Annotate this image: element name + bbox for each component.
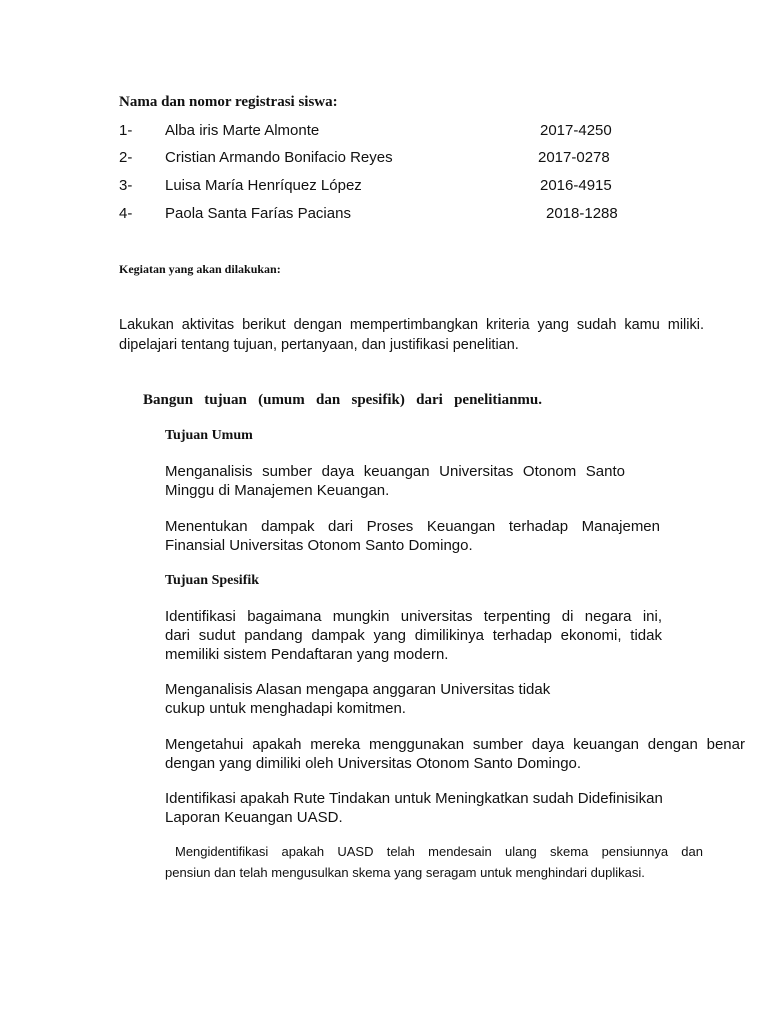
student-number: 1-: [119, 122, 133, 139]
paragraph-line: Menganalisis sumber daya keuangan Universitas Otonom Santo: [165, 463, 625, 480]
paragraph-line: Menganalisis Alasan mengapa anggaran Universitas tidak: [165, 681, 551, 698]
students-heading: Nama dan nomor registrasi siswa:: [119, 94, 338, 110]
student-registration: 2017-0278: [538, 149, 610, 166]
paragraph-line: Menentukan dampak dari Proses Keuangan terhadap Manajemen: [165, 518, 660, 535]
student-registration: 2016-4915: [540, 177, 612, 194]
student-name: Luisa María Henríquez López: [165, 177, 362, 194]
student-row: [0, 122, 768, 144]
student-registration: 2018-1288: [546, 205, 618, 222]
student-registration: 2017-4250: [540, 122, 612, 139]
paragraph-line: Identifikasi apakah Rute Tindakan untuk Meningkatkan sudah Didefinisikan: [165, 790, 663, 807]
activities-heading: Kegiatan yang akan dilakukan:: [119, 262, 281, 276]
student-number: 2-: [119, 149, 133, 166]
specific-objective-paragraph: [165, 680, 585, 718]
paragraph-line: dari sudut pandang dampak yang dimilikinya terhadap ekonomi, tidak: [165, 627, 662, 644]
task-heading: Bangun tujuan (umum dan spesifik) dari penelitianmu.: [143, 392, 542, 408]
student-name: Cristian Armando Bonifacio Reyes: [165, 149, 393, 166]
paragraph-line: Identifikasi bagaimana mungkin universitas terpenting di negara ini,: [165, 608, 662, 625]
student-row: [0, 177, 768, 199]
intro-paragraph: [119, 315, 704, 355]
specific-objectives-heading: Tujuan Spesifik: [165, 573, 260, 588]
specific-objective-paragraph: [165, 735, 745, 773]
paragraph-line: cukup untuk menghadapi komitmen.: [165, 700, 406, 717]
paragraph-line: dengan yang dimiliki oleh Universitas Otonom Santo Domingo.: [165, 755, 582, 772]
paragraph-line: Mengidentifikasi apakah UASD telah mendesain ulang skema pensiunnya dan: [175, 844, 703, 859]
student-number: 4-: [119, 205, 133, 222]
general-objective-paragraph: [165, 462, 625, 500]
student-name: Paola Santa Farías Pacians: [165, 205, 351, 222]
specific-objective-paragraph: [165, 789, 690, 827]
student-name: Alba iris Marte Almonte: [165, 122, 320, 139]
student-number: 3-: [119, 177, 133, 194]
specific-objective-paragraph: [165, 607, 662, 664]
paragraph-line: pensiun dan telah mengusulkan skema yang seragam untuk menghindari duplikasi.: [165, 865, 645, 880]
paragraph-line: Mengetahui apakah mereka menggunakan sumber daya keuangan dengan benar: [165, 736, 745, 753]
general-objective-paragraph: [165, 517, 660, 555]
specific-objective-paragraph: [165, 841, 703, 883]
general-objectives-heading: Tujuan Umum: [165, 428, 253, 443]
paragraph-line: memiliki sistem Pendaftaran yang modern.: [165, 646, 449, 663]
paragraph-line: Minggu di Manajemen Keuangan.: [165, 482, 390, 499]
student-row: [0, 205, 768, 227]
paragraph-line: Finansial Universitas Otonom Santo Domingo.: [165, 537, 473, 554]
student-row: [0, 149, 768, 171]
paragraph-line: Laporan Keuangan UASD.: [165, 809, 343, 826]
intro-line: dipelajari tentang tujuan, pertanyaan, dan justifikasi penelitian.: [119, 337, 519, 353]
intro-line: Lakukan aktivitas berikut dengan mempertimbangkan kriteria yang sudah kamu miliki.: [119, 317, 704, 333]
